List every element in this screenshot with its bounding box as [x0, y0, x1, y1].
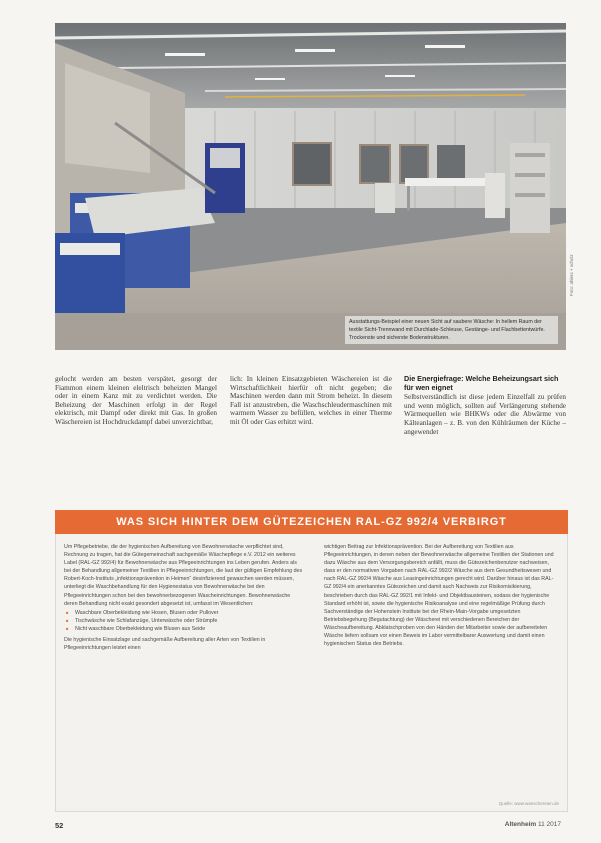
magazine-footer — [505, 821, 561, 828]
info-box — [55, 510, 568, 812]
column-3-text: Selbstverständlich ist diese jedem Einzelfall zu prüfen und wenn möglich, sollten auf Verlängerung stehende Wärmequellen wie BHKWs oder die Abwärme von Kälteanlagen – z. B. von den Kühlräumen der Küche – angewendet — [404, 393, 566, 436]
column-1-text: gelocht werden am besten verspätet, gesorgt der Fiammon einem kleinen eleltrisch beheizten Mangel oder in einem Kanz mit zu verdichtet werden. Die Beheizung der Maschinen erfolgt in der Regel elektrisch, mit Dampf oder direkt mit Gas. In großen Wäschereien ist Hochdruckdampf dabei unverzichtbar, — [55, 375, 217, 426]
section-heading: Die Energiefrage: Welche Beheizungsart sich für wen eignet — [404, 374, 559, 392]
info-box-paragraph: Um Pflegebetriebe, die der hygienischen Aufbereitung von Bewohnerwäsche verpflichtet sind, Rechnung zu tragen, hat die Gütegemeinschaft sachgemäße Wäschepflege e.V. 2012 ein weiteres Label (RAL-GZ 992/4) für Bewohnerwäsche aus Pflegeeinrichtungen ins Leben gerufen. Anders als bei der Behandlung allgemeiner Textilien in Pflegeeinrichtungen, die laut der gültigen Empfehlung des Robert-Koch-Instituts „infektionsprävention in Heimen“ desinfizierend gewaschen werden müssen, unterliegt die Waschbehandlung für den Hygienestatus von Bewohnerwäsche bei den Pflegeeinrichtungen schon bei den bewohnerbezogenen Wascheinrichtungen. Bewohnerwäsche deren Behandlung nicht exakt gesondert abgesetzt ist, umfasst im Wesentlichen: — [64, 544, 303, 607]
bullet-item: ■ Tischwäsche wie Schlafanzüge, Unterwäsche oder Strümpfe — [64, 617, 304, 625]
magazine-name: Altenheim — [504, 821, 537, 828]
text-column-2 — [230, 375, 392, 427]
magazine-issue: 11 2017 — [537, 821, 561, 828]
bullet-item: ■ Nicht waschbare Oberbekleidung wie Blusen aus Seide — [64, 625, 304, 633]
info-box-title: WAS SICH HINTER DEM GÜTEZEICHEN RAL-GZ 992/4 VERBIRGT — [55, 510, 568, 534]
info-box-source: Quelle: www.waeschereien.de — [498, 801, 559, 806]
text-column-1 — [55, 375, 217, 427]
photo-caption: Ausstattungs-Beispiel einer neuen Sicht auf saubere Wäsche: In hellem Raum der textile Sicht-Trennwand mit Durchlade-Schleuse, Gestänge- und Flachbettentwürfe. Trockenste und sicherste Bodenstrukturen. — [345, 316, 558, 344]
laundry-room-illustration — [55, 23, 566, 350]
bullet-item: ■ Waschbare Oberbekleidung wie Hosen, Blusen oder Pullover — [64, 609, 304, 617]
page-number: 52 — [55, 821, 64, 830]
info-box-paragraph: wichtigen Beitrag zur Infektionsprävention. Bei der Aufbereitung von Textilien aus Pflegeeinrichtungen, in denen neben der Bewohnerwäsche allgemeine Textilien der Stationen und dazu Wäsche aus dem Versorgungsbereich anfällt, muss die Gütezeichenbenutzer nachweisen, dass er den normativen Vorgaben nach RAL-GZ 992/2 Wäsche aus dem Gesundheitswesen und nach RAL-GZ 992/4 Wäsche aus Leasingeinrichtungen gerecht wird. Darüber hinaus ist das RAL-GZ 992/4 ein anerkanntes Gütezeichen und damit auch Nachweis zur Risikomisikierung, beschrieben durch das RAL-GZ 992/1 mit Infekt- und Objektbausteinen, sodass der hygienische Standard erhöht ist, sowie die hygienische Risikoanalyse und eine regelmäßige Prüfung durch Sachverständige der Hohenstein Institute bei der Rhein-Main-Vorgabe umgesetzten Betriebsbegehung (Begutachtung) der Wäscherei mit verschiedenen Bereichen der Wäscheaufbereitung. Abklatschproben von den Händen der Mitarbeiter sowie der aufbereiteten Wäsche liefern sollsam vor einen Beweis im Labor vermittelbarer Auswertung und damit einen hygienischen Status des Betriebs. — [324, 544, 554, 648]
info-box-left-column — [64, 543, 304, 652]
laundry-photo — [55, 23, 566, 350]
text-column-3 — [404, 375, 566, 436]
info-box-right-column — [324, 543, 560, 648]
info-box-bullet-list — [64, 609, 304, 633]
info-box-paragraph: Die hygienische Einsatzlage und sachgemäße Aufbereitung aller Arten von Textilien in Pflegeeinrichtungen leistet einen — [64, 637, 266, 652]
column-2-text: lich: In kleinen Einsatzgebieten Wäschereien ist die Wirtschaftlichkeit hierfür oft nicht gegeben; die Maschinen werden dann mit Strom beheizt. In diesem Fall ist anzustreben, die Waschschleudermaschinen mit warmem Wasser zu befüllen, welches in einer Therme mit Öl oder Gas erhitzt wird. — [230, 375, 392, 426]
photo-credit: Foto: ahlers + scholz — [569, 254, 574, 296]
